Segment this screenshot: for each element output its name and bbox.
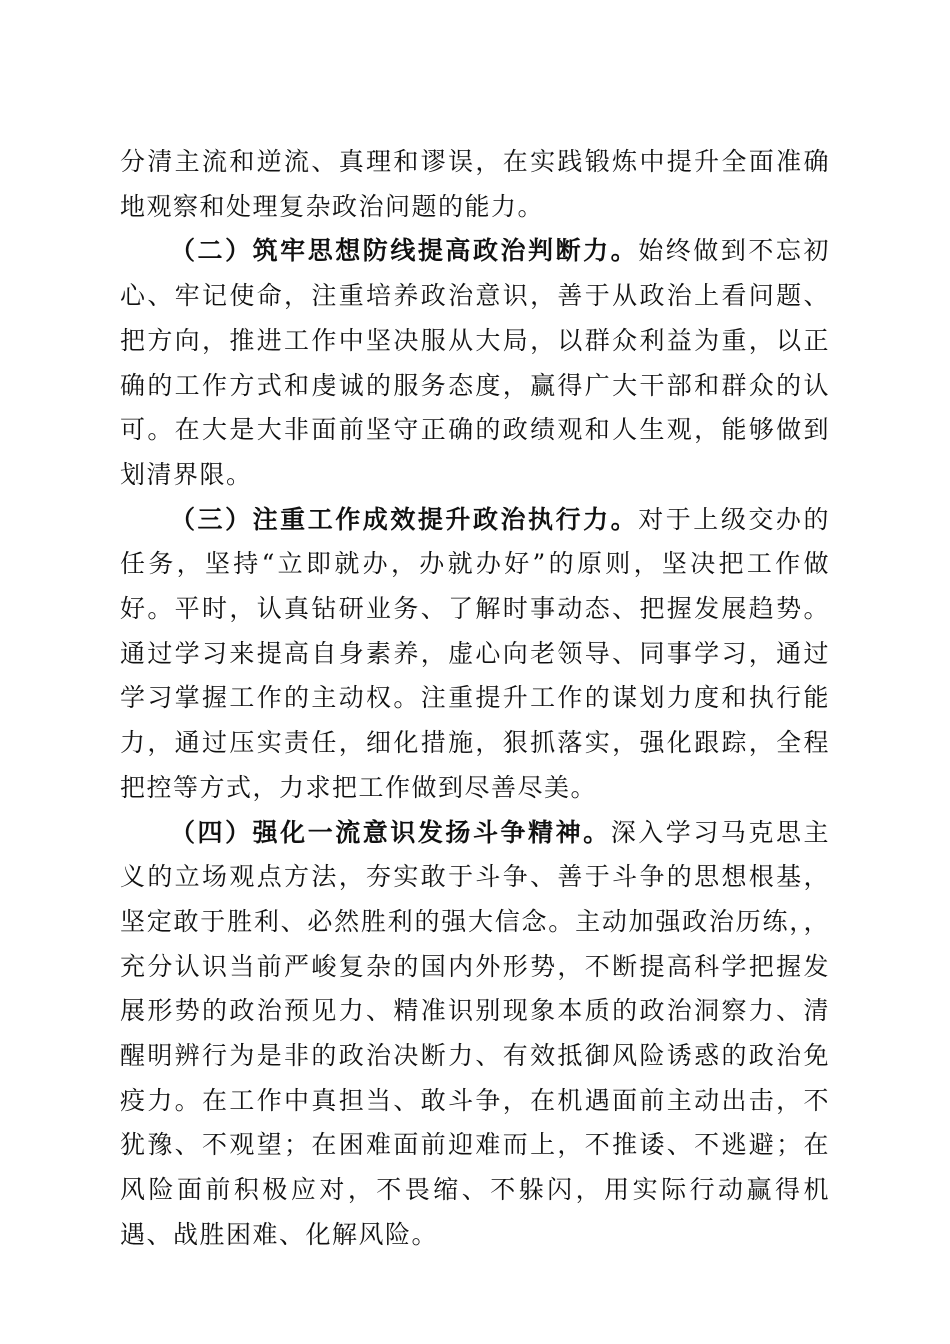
paragraph-text: 分清主流和逆流、真理和谬误，在实践锻炼中提升全面准确地观察和处理复杂政治问题的能力。	[120, 147, 830, 221]
paragraph-section-4	[120, 811, 830, 1258]
paragraph-text: 对于上级交办的任务，坚持“立即就办，办就办好”的原则，坚决把工作做好。平时，认真钻研业务、了解时事动态、把握发展趋势。通过学习来提高自身素养，虚心向老领导、同事学习，通过学习掌握工作的主动权。注重提升工作的谋划力度和执行能力，通过压实责任，细化措施，狠抓落实，强化跟踪，全程把控等方式，力求把工作做到尽善尽美。	[120, 504, 830, 802]
section-heading: （二）筑牢思想防线提高政治判断力。	[170, 236, 639, 266]
document-body	[120, 140, 830, 1258]
section-heading: （四）强化一流意识发扬斗争精神。	[170, 817, 611, 847]
paragraph-text: 始终做到不忘初心、牢记使命，注重培养政治意识，善于从政治上看问题、把方向，推进工作中坚决服从大局，以群众利益为重，以正确的工作方式和虔诚的服务态度，赢得广大干部和群众的认可。在大是大非面前坚守正确的政绩观和人生观，能够做到划清界限。	[120, 236, 830, 489]
paragraph-text: 深入学习马克思主义的立场观点方法，夯实敢于斗争、善于斗争的思想根基，坚定敢于胜利、必然胜利的强大信念。主动加强政治历练，，充分认识当前严峻复杂的国内外形势，不断提高科学把握发展形势的政治预见力、精准识别现象本质的政治洞察力、清醒明辨行为是非的政治决断力、有效抵御风险诱惑的政治免疫力。在工作中真担当、敢斗争，在机遇面前主动出击，不犹豫、不观望；在困难面前迎难而上，不推诿、不逃避；在风险面前积极应对，不畏缩、不躲闪，用实际行动赢得机遇、战胜困难、化解风险。	[120, 817, 830, 1249]
section-heading: （三）注重工作成效提升政治执行力。	[170, 504, 639, 534]
paragraph-continuation	[120, 140, 830, 229]
paragraph-section-3	[120, 498, 830, 811]
paragraph-section-2	[120, 229, 830, 497]
